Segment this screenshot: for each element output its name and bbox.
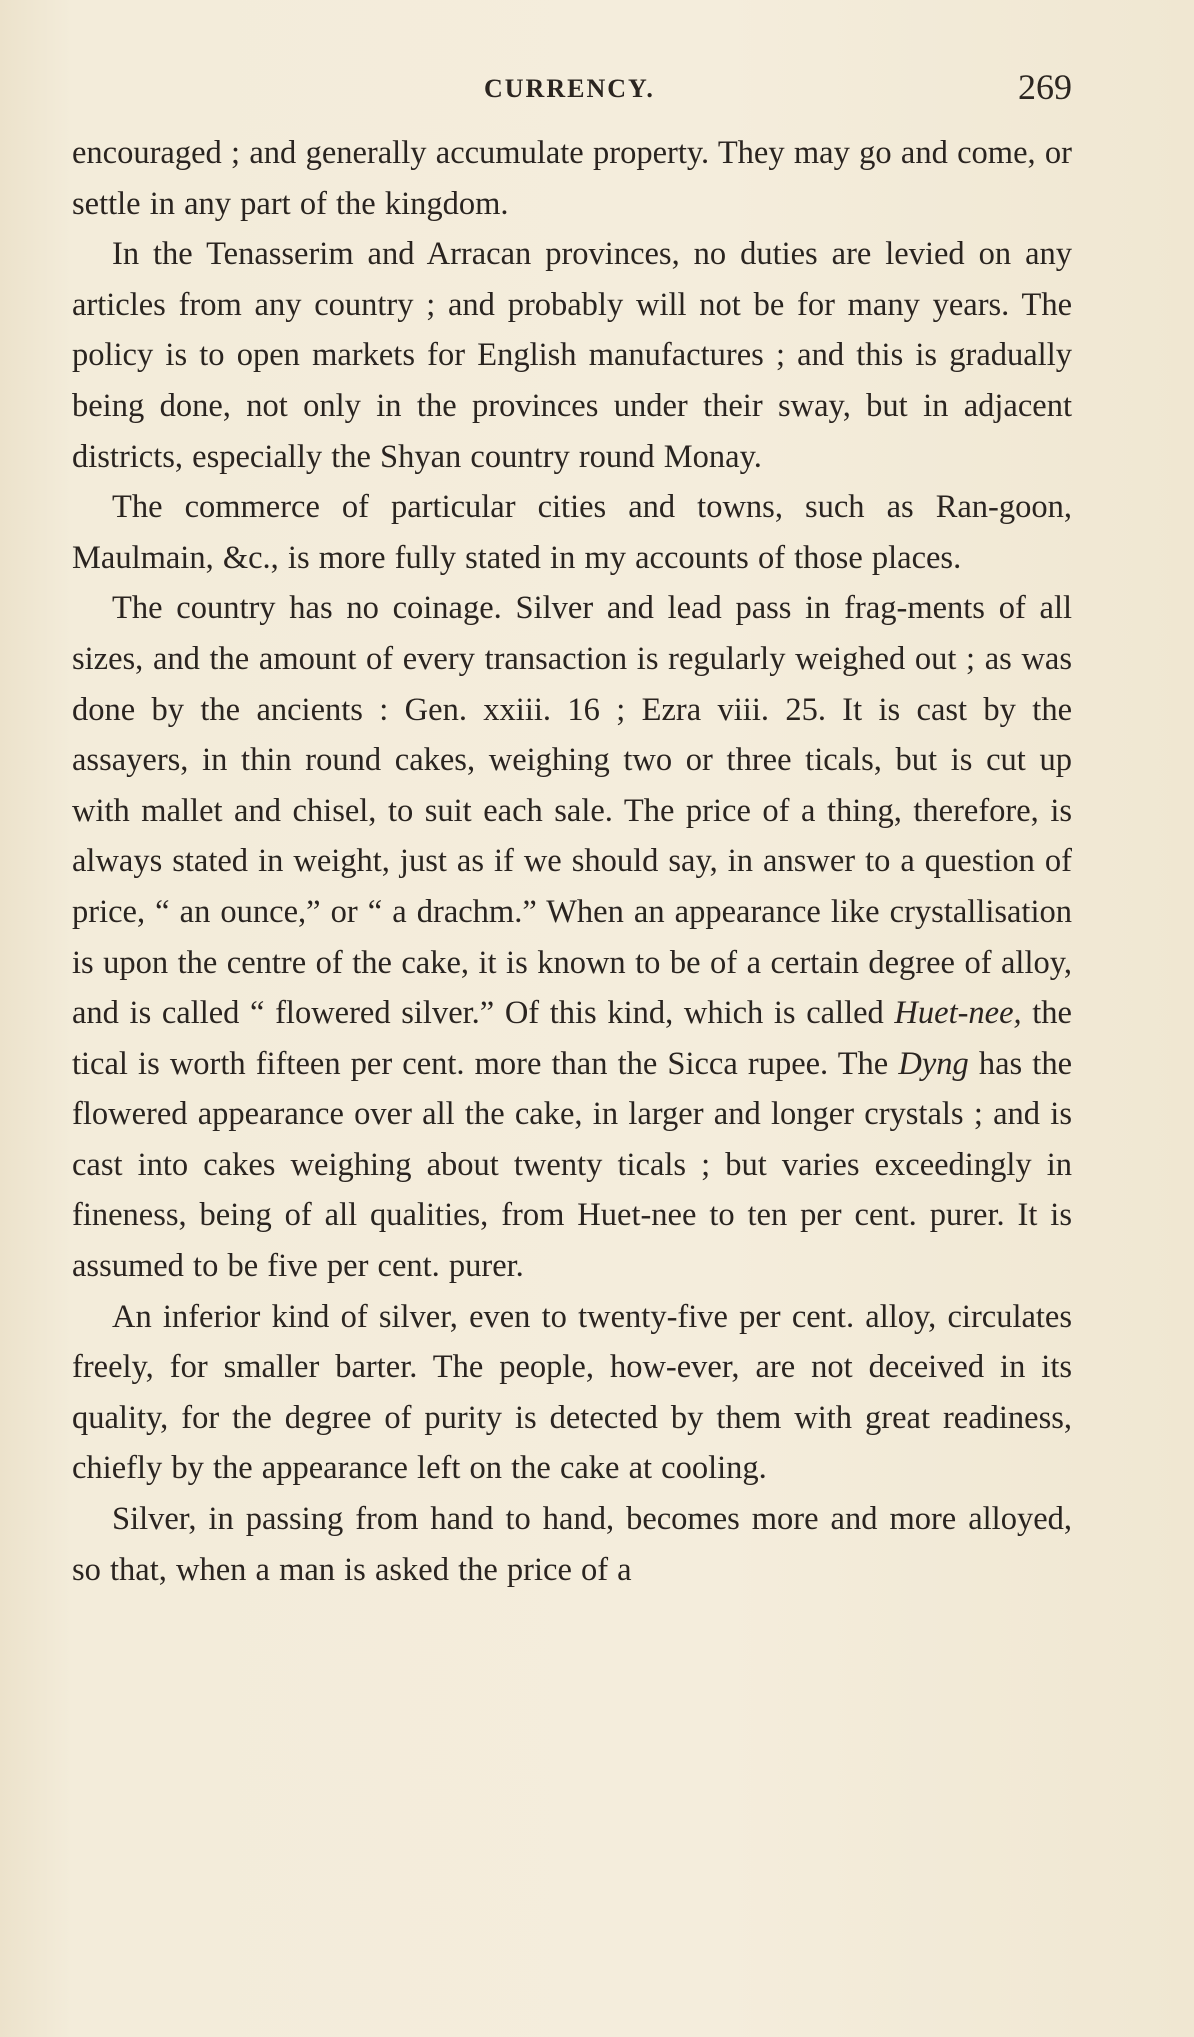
paragraph-duties: In the Tenasserim and Arracan provinces, no duties are levied on any articles from any country ; and probably will not be for many years. The policy is to open markets for English manufactures ; and this is gradually being done, not only in the provinces under their sway, but in adjacent districts, especially the Shyan country round Monay. (72, 236, 1072, 475)
paragraph-coinage-part-3: has the flowered appearance over all the cake, in larger and longer crystals ; and is cast into cakes weighing about twenty ticals ; but varies exceedingly in fineness, being of all qualities, from Huet-nee to ten per cent. purer. It is assumed to be five per cent. purer. (72, 1045, 1072, 1285)
page-header (0, 66, 1194, 114)
paragraph-alloyed-silver: Silver, in passing from hand to hand, becomes more and more alloyed, so that, when a man is asked the price of a (72, 1501, 1072, 1588)
page-number: 269 (1018, 67, 1072, 107)
term-dyng: Dyng (898, 1045, 969, 1082)
paragraph-coinage-part-2: the tical is worth fifteen per cent. more than the Sicca rupee. The (72, 995, 1072, 1082)
term-huet-nee: Huet-nee, (894, 995, 1022, 1032)
paragraph-coinage-part-1: The country has no coinage. Silver and lead pass in frag-ments of all sizes, and the amount of every transaction is regularly weighed out ; as was done by the ancients : Gen. xxiii. 16 ; Ezra viii. 25. It is cast by the assayers, in thin round cakes, weighing two or three ticals, but is cut up with mallet and chisel, to suit each sale. The price of a thing, therefore, is always stated in weight, just as if we should say, in answer to a question of price, “ an ounce,” or “ a drachm.” When an appearance like crystallisation is upon the centre of the cake, it is known to be of a certain degree of alloy, and is called “ flowered silver.” Of this kind, which is called (72, 590, 1072, 1032)
paragraph-inferior-silver: An inferior kind of silver, even to twenty-five per cent. alloy, circulates freely, for smaller barter. The people, how-ever, are not deceived in its quality, for the degree of purity is detected by them with great readiness, chiefly by the appearance left on the cake at cooling. (72, 1298, 1072, 1487)
running-head: CURRENCY. (484, 74, 655, 103)
body-text (72, 128, 1072, 1595)
paragraph-coinage (72, 583, 1072, 1291)
paragraph-commerce: The commerce of particular cities and towns, such as Ran-goon, Maulmain, &c., is more fully stated in my accounts of those places. (72, 489, 1072, 576)
paragraph-continued: encouraged ; and generally accumulate property. They may go and come, or settle in any part of the kingdom. (72, 135, 1072, 222)
